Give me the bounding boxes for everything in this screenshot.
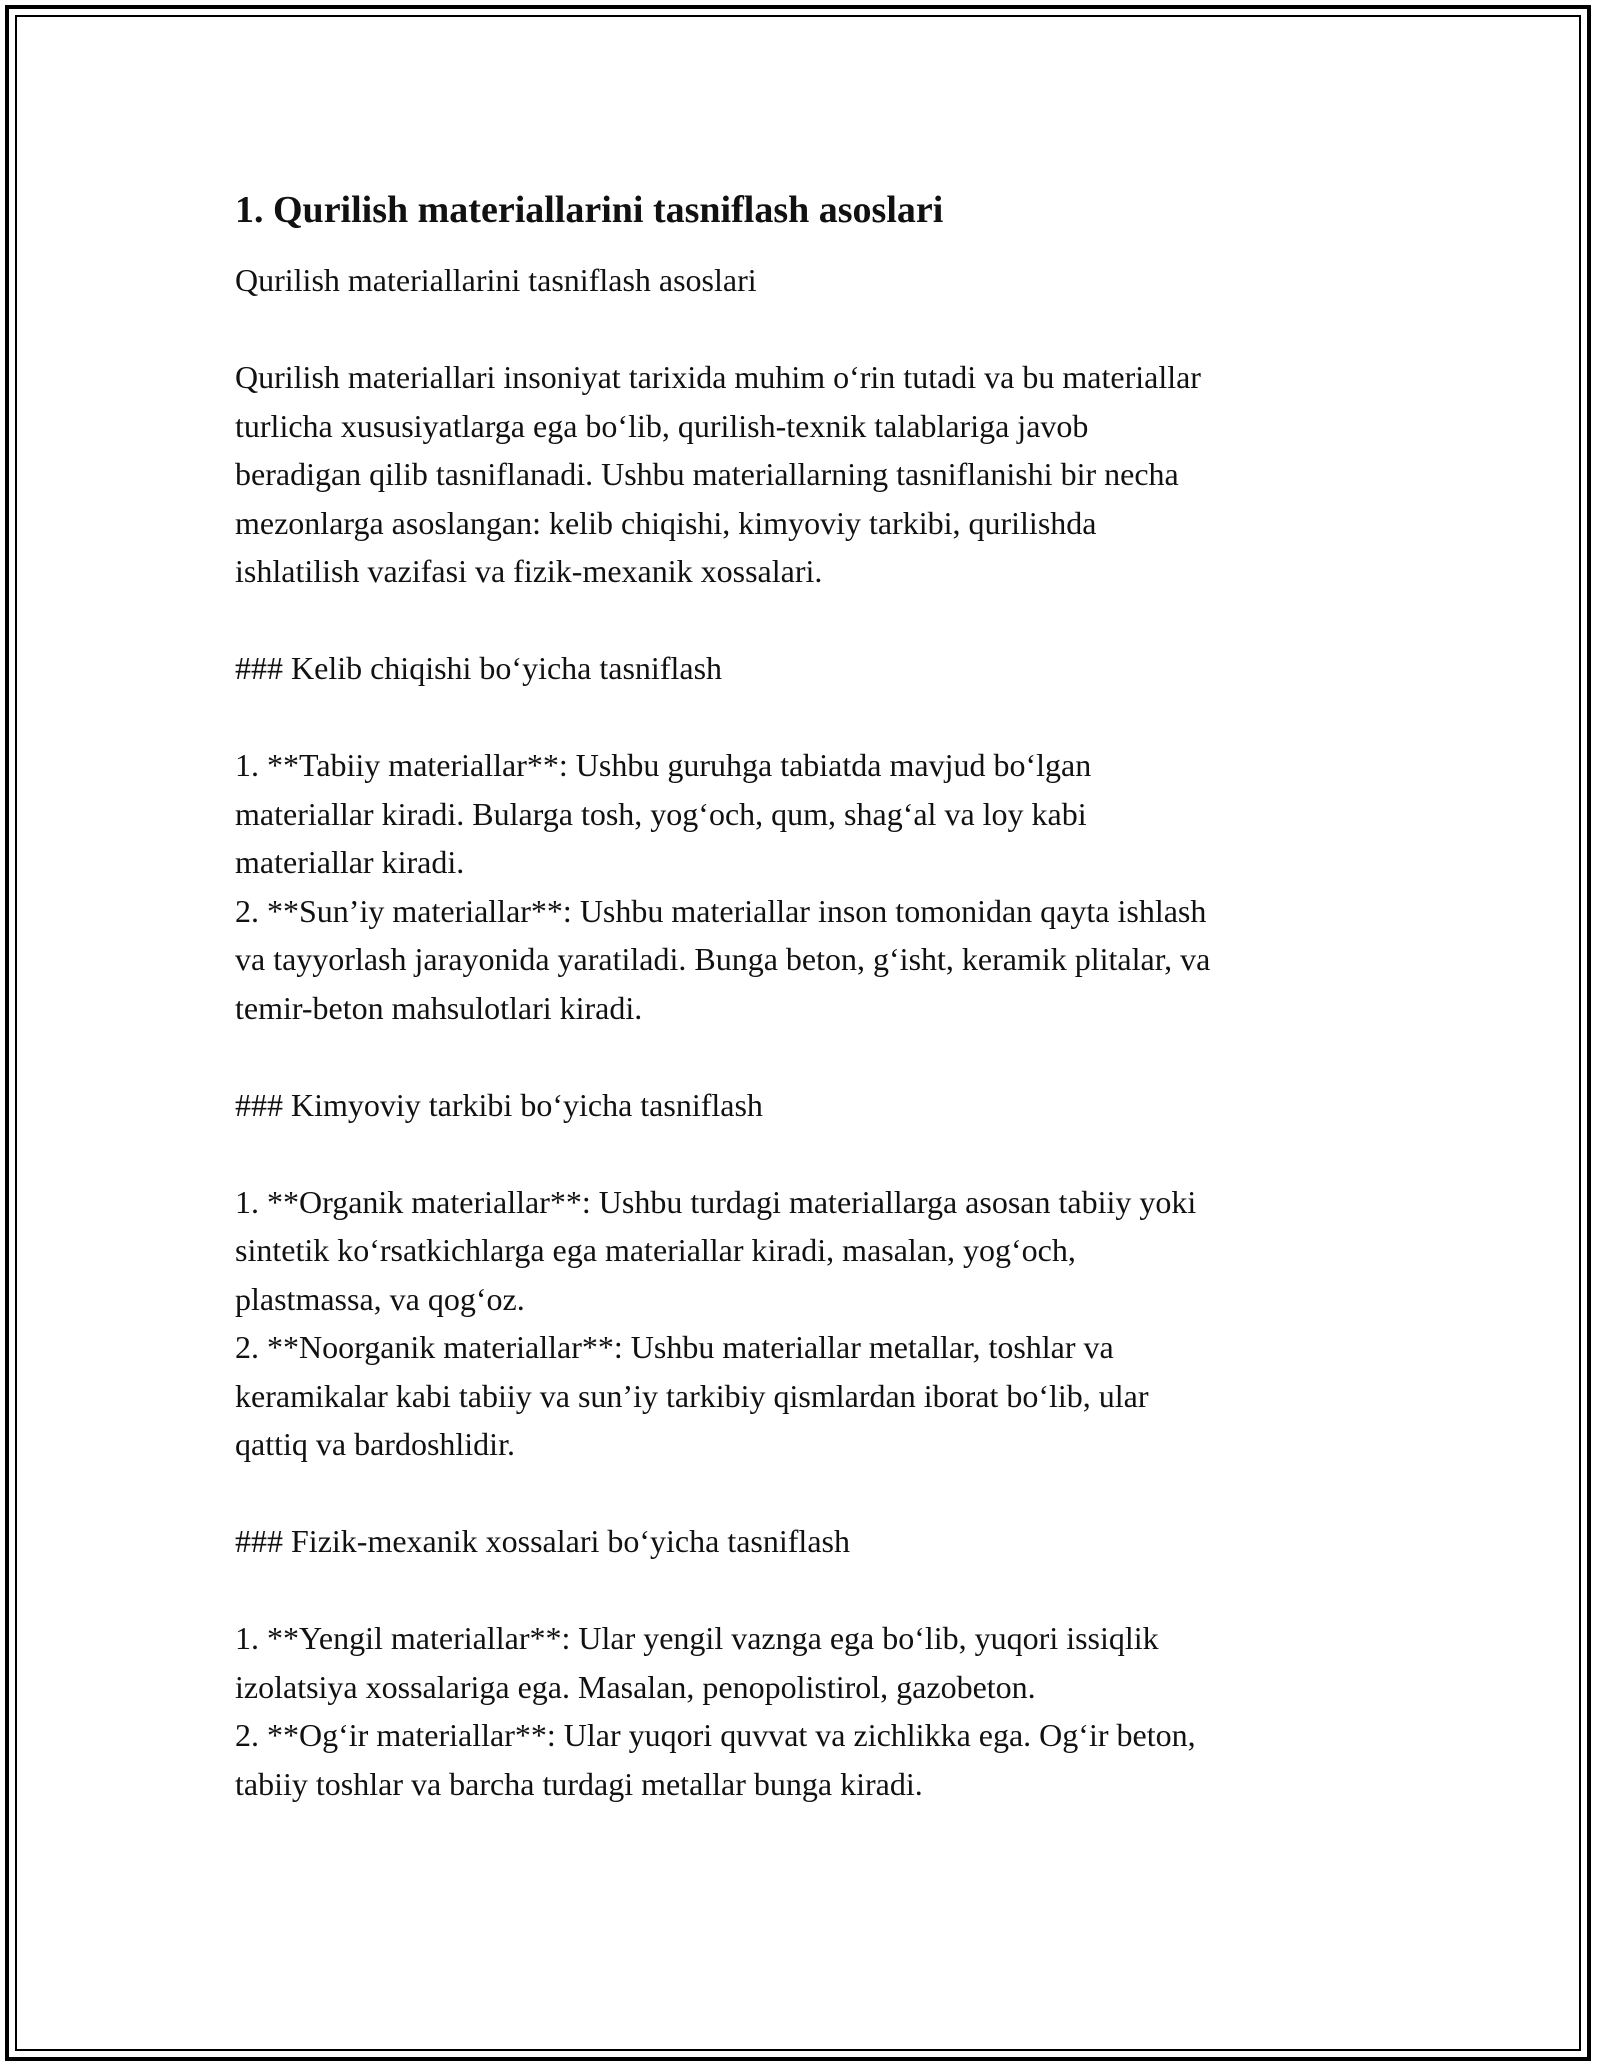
spacer: [235, 305, 1365, 354]
list-item: 2. **Sun’iy materiallar**: Ushbu materiallar inson tomonidan qayta ishlash va tayyorlash jarayonida yaratiladi. Bunga beton, g‘isht, keramik plitalar, va temir-beton mahsulotlari kiradi.: [235, 892, 1211, 1026]
section-title-chemical: ### Kimyoviy tarkibi bo‘yicha tasniflash: [235, 1086, 763, 1123]
list-item: 1. **Yengil materiallar**: Ular yengil vaznga ega bo‘lib, yuqori issiqlik izolatsiya xossalariga ega. Masalan, penopolistirol, gazobeton.: [235, 1620, 1159, 1705]
spacer: [235, 1129, 1365, 1178]
spacer: [235, 596, 1365, 645]
list-item: 2. **Og‘ir materiallar**: Ular yuqori quvvat va zichlikka ega. Og‘ir beton, tabiiy toshlar va barcha turdagi metallar bunga kiradi.: [235, 1717, 1196, 1802]
section-title-physical: ### Fizik-mexanik xossalari bo‘yicha tasniflash: [235, 1523, 850, 1559]
spacer: [235, 1469, 1365, 1518]
spacer: [235, 1032, 1365, 1081]
page-title: 1. Qurilish materiallarini tasniflash asoslari: [235, 189, 944, 231]
list-item: 1. **Organik materiallar**: Ushbu turdagi materiallarga asosan tabiiy yoki sintetik ko‘rsatkichlarga ega materiallar kiradi, masalan, yog‘och, plastmassa, va qog‘oz.: [235, 1183, 1197, 1317]
intro-paragraph: Qurilish materiallari insoniyat tarixida muhim o‘rin tutadi va bu materiallar turlicha xususiyatlarga ega bo‘lib, qurilish-texnik talablariga javob beradigan qilib tasniflanadi. Ushbu materiallarning tasniflanishi bir necha mezonlarga asoslangan: kelib chiqishi, kimyoviy tarkibi, qurilishda ishlatilish vazifasi va fizik-mexanik xossalari.: [235, 359, 1201, 589]
section-title-origin: ### Kelib chiqishi bo‘yicha tasniflash: [235, 650, 723, 686]
list-item: 1. **Tabiiy materiallar**: Ushbu guruhga tabiatda mavjud bo‘lgan materiallar kiradi. Bularga tosh, yog‘och, qum, shag‘al va loy kabi materiallar kiradi.: [235, 747, 1092, 880]
spacer: [235, 693, 1365, 742]
document-body: [235, 186, 1365, 1808]
document-subtitle: Qurilish materiallarini tasniflash asoslari: [235, 262, 757, 298]
spacer: [235, 1566, 1365, 1615]
list-item: 2. **Noorganik materiallar**: Ushbu materiallar metallar, toshlar va keramikalar kabi tabiiy va sun’iy tarkibiy qismlardan iborat bo‘lib, ular qattiq va bardoshlidir.: [235, 1329, 1149, 1462]
